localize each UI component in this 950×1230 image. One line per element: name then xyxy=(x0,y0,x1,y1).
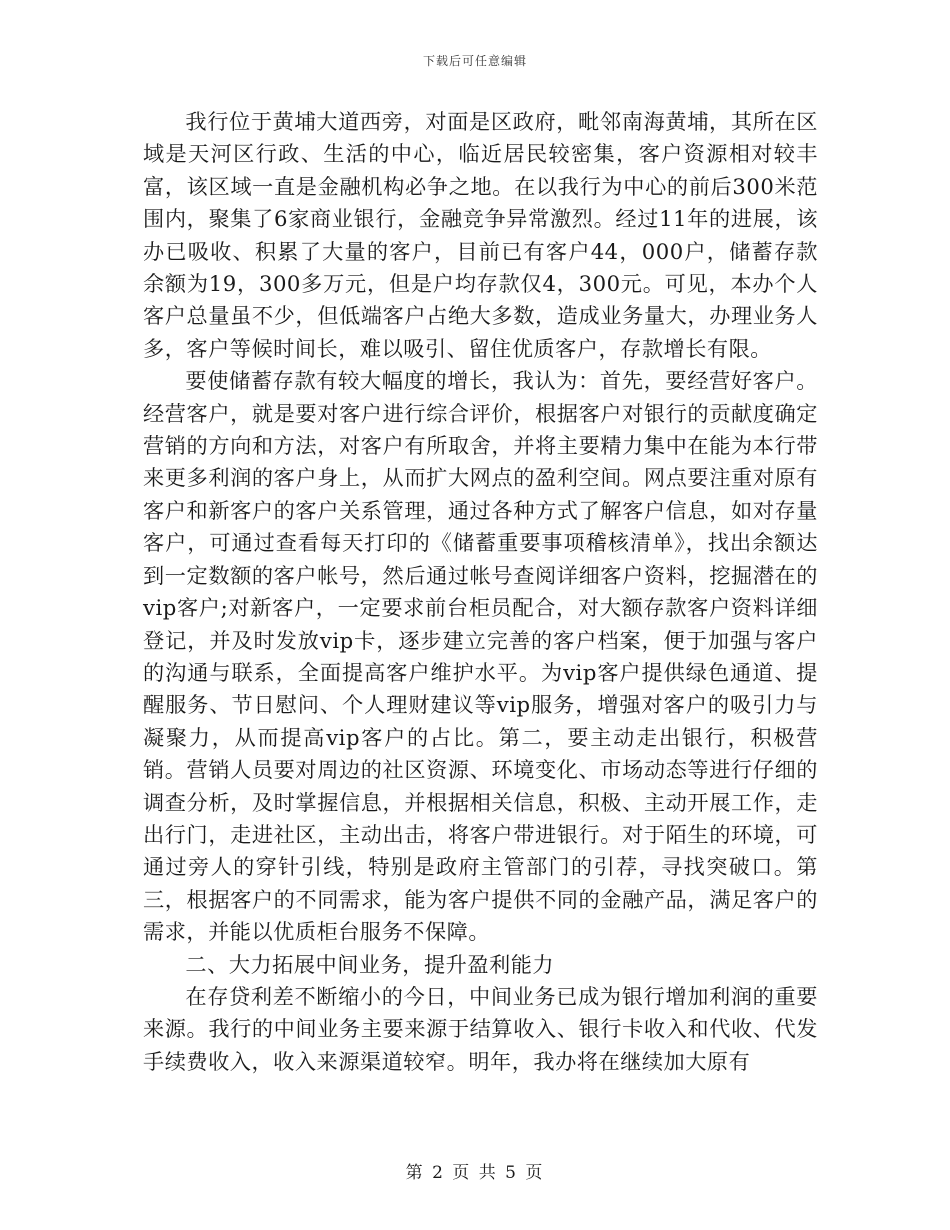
paragraph-customer-management: 要使储蓄存款有较大幅度的增长，我认为：首先，要经营好客户。经营客户，就是要对客户进行综合评价，根据客户对银行的贡献度确定营销的方向和方法，对客户有所取舍，并将主要精力集中在能为本行带来更多利润的客户身上，从而扩大网点的盈利空间。网点要注重对原有客户和新客户的客户关系管理，通过各种方式了解客户信息，如对存量客户，可通过查看每天打印的《储蓄重要事项稽核清单》，找出余额达到一定数额的客户帐号，然后通过帐号查阅详细客户资料，挖掘潜在的vip客户;对新客户，一定要求前台柜员配合，对大额存款客户资料详细登记，并及时发放vip卡，逐步建立完善的客户档案，便于加强与客户的沟通与联系，全面提高客户维护水平。为vip客户提供绿色通道、提醒服务、节日慰问、个人理财建议等vip服务，增强对客户的吸引力与凝聚力，从而提高vip客户的占比。第二，要主动走出银行，积极营销。营销人员要对周边的社区资源、环境变化、市场动态等进行仔细的调查分析，及时掌握信息，并根据相关信息，积极、主动开展工作，走出行门，走进社区，主动出击，将客户带进银行。对于陌生的环境，可通过旁人的穿针引线，特别是政府主管部门的引荐，寻找突破口。第三，根据客户的不同需求，能为客户提供不同的金融产品，满足客户的需求，并能以优质柜台服务不保障。 xyxy=(143,368,818,945)
page-number: 第 2 页 共 5 页 xyxy=(405,1163,545,1183)
section-heading-intermediate-business: 二、大力拓展中间业务，提升盈利能力 xyxy=(185,951,555,977)
paragraph-location: 我行位于黄埔大道西旁，对面是区政府，毗邻南海黄埔，其所在区域是天河区行政、生活的中心，临近居民较密集，客户资源相对较丰富，该区域一直是金融机构必争之地。在以我行为中心的前后300米范围内，聚集了6家商业银行，金融竞争异常激烈。经过11年的进展，该办已吸收、积累了大量的客户，目前已有客户44，000户，储蓄存款余额为19，300多万元，但是户均存款仅4，300元。可见，本办个人客户总量虽不少，但低端客户占绝大多数，造成业务量大，办理业务人多，客户等候时间长，难以吸引、留住优质客户，存款增长有限。 xyxy=(143,109,818,361)
paragraph-intermediate-business: 在存贷利差不断缩小的今日，中间业务已成为银行增加利润的重要来源。我行的中间业务主要来源于结算收入、银行卡收入和代收、代发手续费收入，收入来源渠道较窄。明年，我办将在继续加大原有 xyxy=(143,983,818,1074)
document-body xyxy=(143,106,818,1078)
page-header: 下载后可任意编辑 xyxy=(422,54,527,68)
